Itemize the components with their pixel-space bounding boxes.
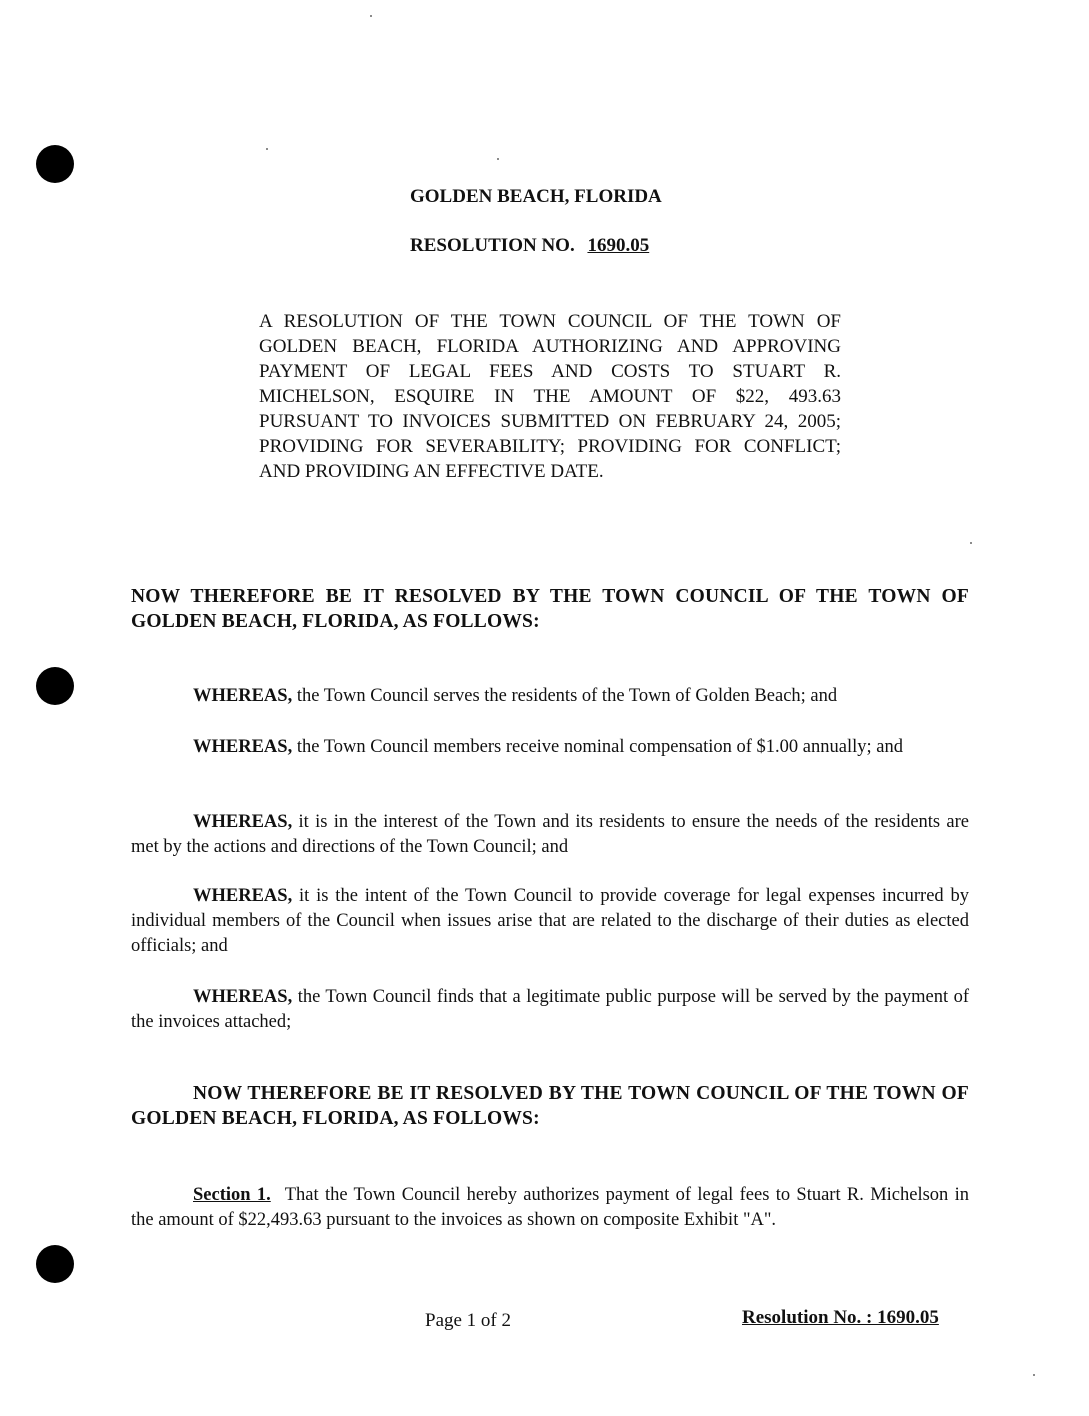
resolution-label: RESOLUTION NO. <box>410 235 575 256</box>
scan-speck <box>370 15 372 17</box>
whereas-lead: WHEREAS, <box>193 886 293 906</box>
whereas-text: the Town Council finds that a legitimate public purpose will be served by the payment of the invoices attached; <box>131 987 969 1032</box>
resolved-heading-1: NOW THEREFORE BE IT RESOLVED BY THE TOWN COUNCIL OF THE TOWN OF GOLDEN BEACH, FLORIDA, AS FOLLOWS: <box>131 586 969 632</box>
whereas-text: it is in the interest of the Town and its residents to ensure the needs of the residents are met by the actions and directions of the Town Council; and <box>131 812 970 857</box>
whereas-text: the Town Council serves the residents of the Town of Golden Beach; and <box>296 686 838 706</box>
whereas-lead: WHEREAS, <box>193 812 293 832</box>
whereas-paragraph-1 <box>131 684 969 709</box>
whereas-lead: WHEREAS, <box>193 987 293 1007</box>
binder-hole-top <box>36 145 74 183</box>
binder-hole-bottom <box>36 1245 74 1283</box>
scan-speck <box>970 542 972 544</box>
resolution-abstract: A RESOLUTION OF THE TOWN COUNCIL OF THE TOWN OF GOLDEN BEACH, FLORIDA AUTHORIZING AND APPROVING PAYMENT OF LEGAL FEES AND COSTS TO STUART R. MICHELSON, ESQUIRE IN THE AMOUNT OF $22, 493.63 PURSUANT TO INVOICES SUBMITTED ON FEBRUARY 24, 2005; PROVIDING FOR SEVERABILITY; PROVIDING FOR CONFLICT; AND PROVIDING AN EFFECTIVE DATE. <box>259 311 841 482</box>
whereas-lead: WHEREAS, <box>193 737 293 757</box>
whereas-paragraph-5 <box>131 985 969 1035</box>
town-title: GOLDEN BEACH, FLORIDA <box>410 186 662 207</box>
section-1-label: Section 1. <box>193 1185 271 1205</box>
resolved-heading-2: NOW THEREFORE BE IT RESOLVED BY THE TOWN COUNCIL OF THE TOWN OF GOLDEN BEACH, FLORIDA, AS FOLLOWS: <box>131 1083 969 1129</box>
whereas-text: it is the intent of the Town Council to provide coverage for legal expenses incurred by individual members of the Council when issues arise that are related to the discharge of their duties as elected officials; and <box>131 886 969 956</box>
scan-speck <box>266 148 268 150</box>
binder-hole-middle <box>36 667 74 705</box>
whereas-lead: WHEREAS, <box>193 686 293 706</box>
scan-speck <box>1033 1374 1035 1376</box>
page-number: Page 1 of 2 <box>425 1310 512 1331</box>
whereas-paragraph-2 <box>131 735 969 760</box>
footer-resolution-number: Resolution No. : 1690.05 <box>742 1307 939 1328</box>
resolution-number: 1690.05 <box>587 235 650 256</box>
whereas-paragraph-4 <box>131 884 969 959</box>
section-1-text: That the Town Council hereby authorizes payment of legal fees to Stuart R. Michelson in the amount of $22,493.63 pursuant to the invoices as shown on composite Exhibit "A". <box>131 1185 969 1230</box>
whereas-text: the Town Council members receive nominal compensation of $1.00 annually; and <box>296 737 903 757</box>
resolution-title <box>410 235 653 257</box>
section-1-paragraph <box>131 1183 969 1233</box>
scan-speck <box>497 158 499 160</box>
whereas-paragraph-3 <box>131 810 969 860</box>
